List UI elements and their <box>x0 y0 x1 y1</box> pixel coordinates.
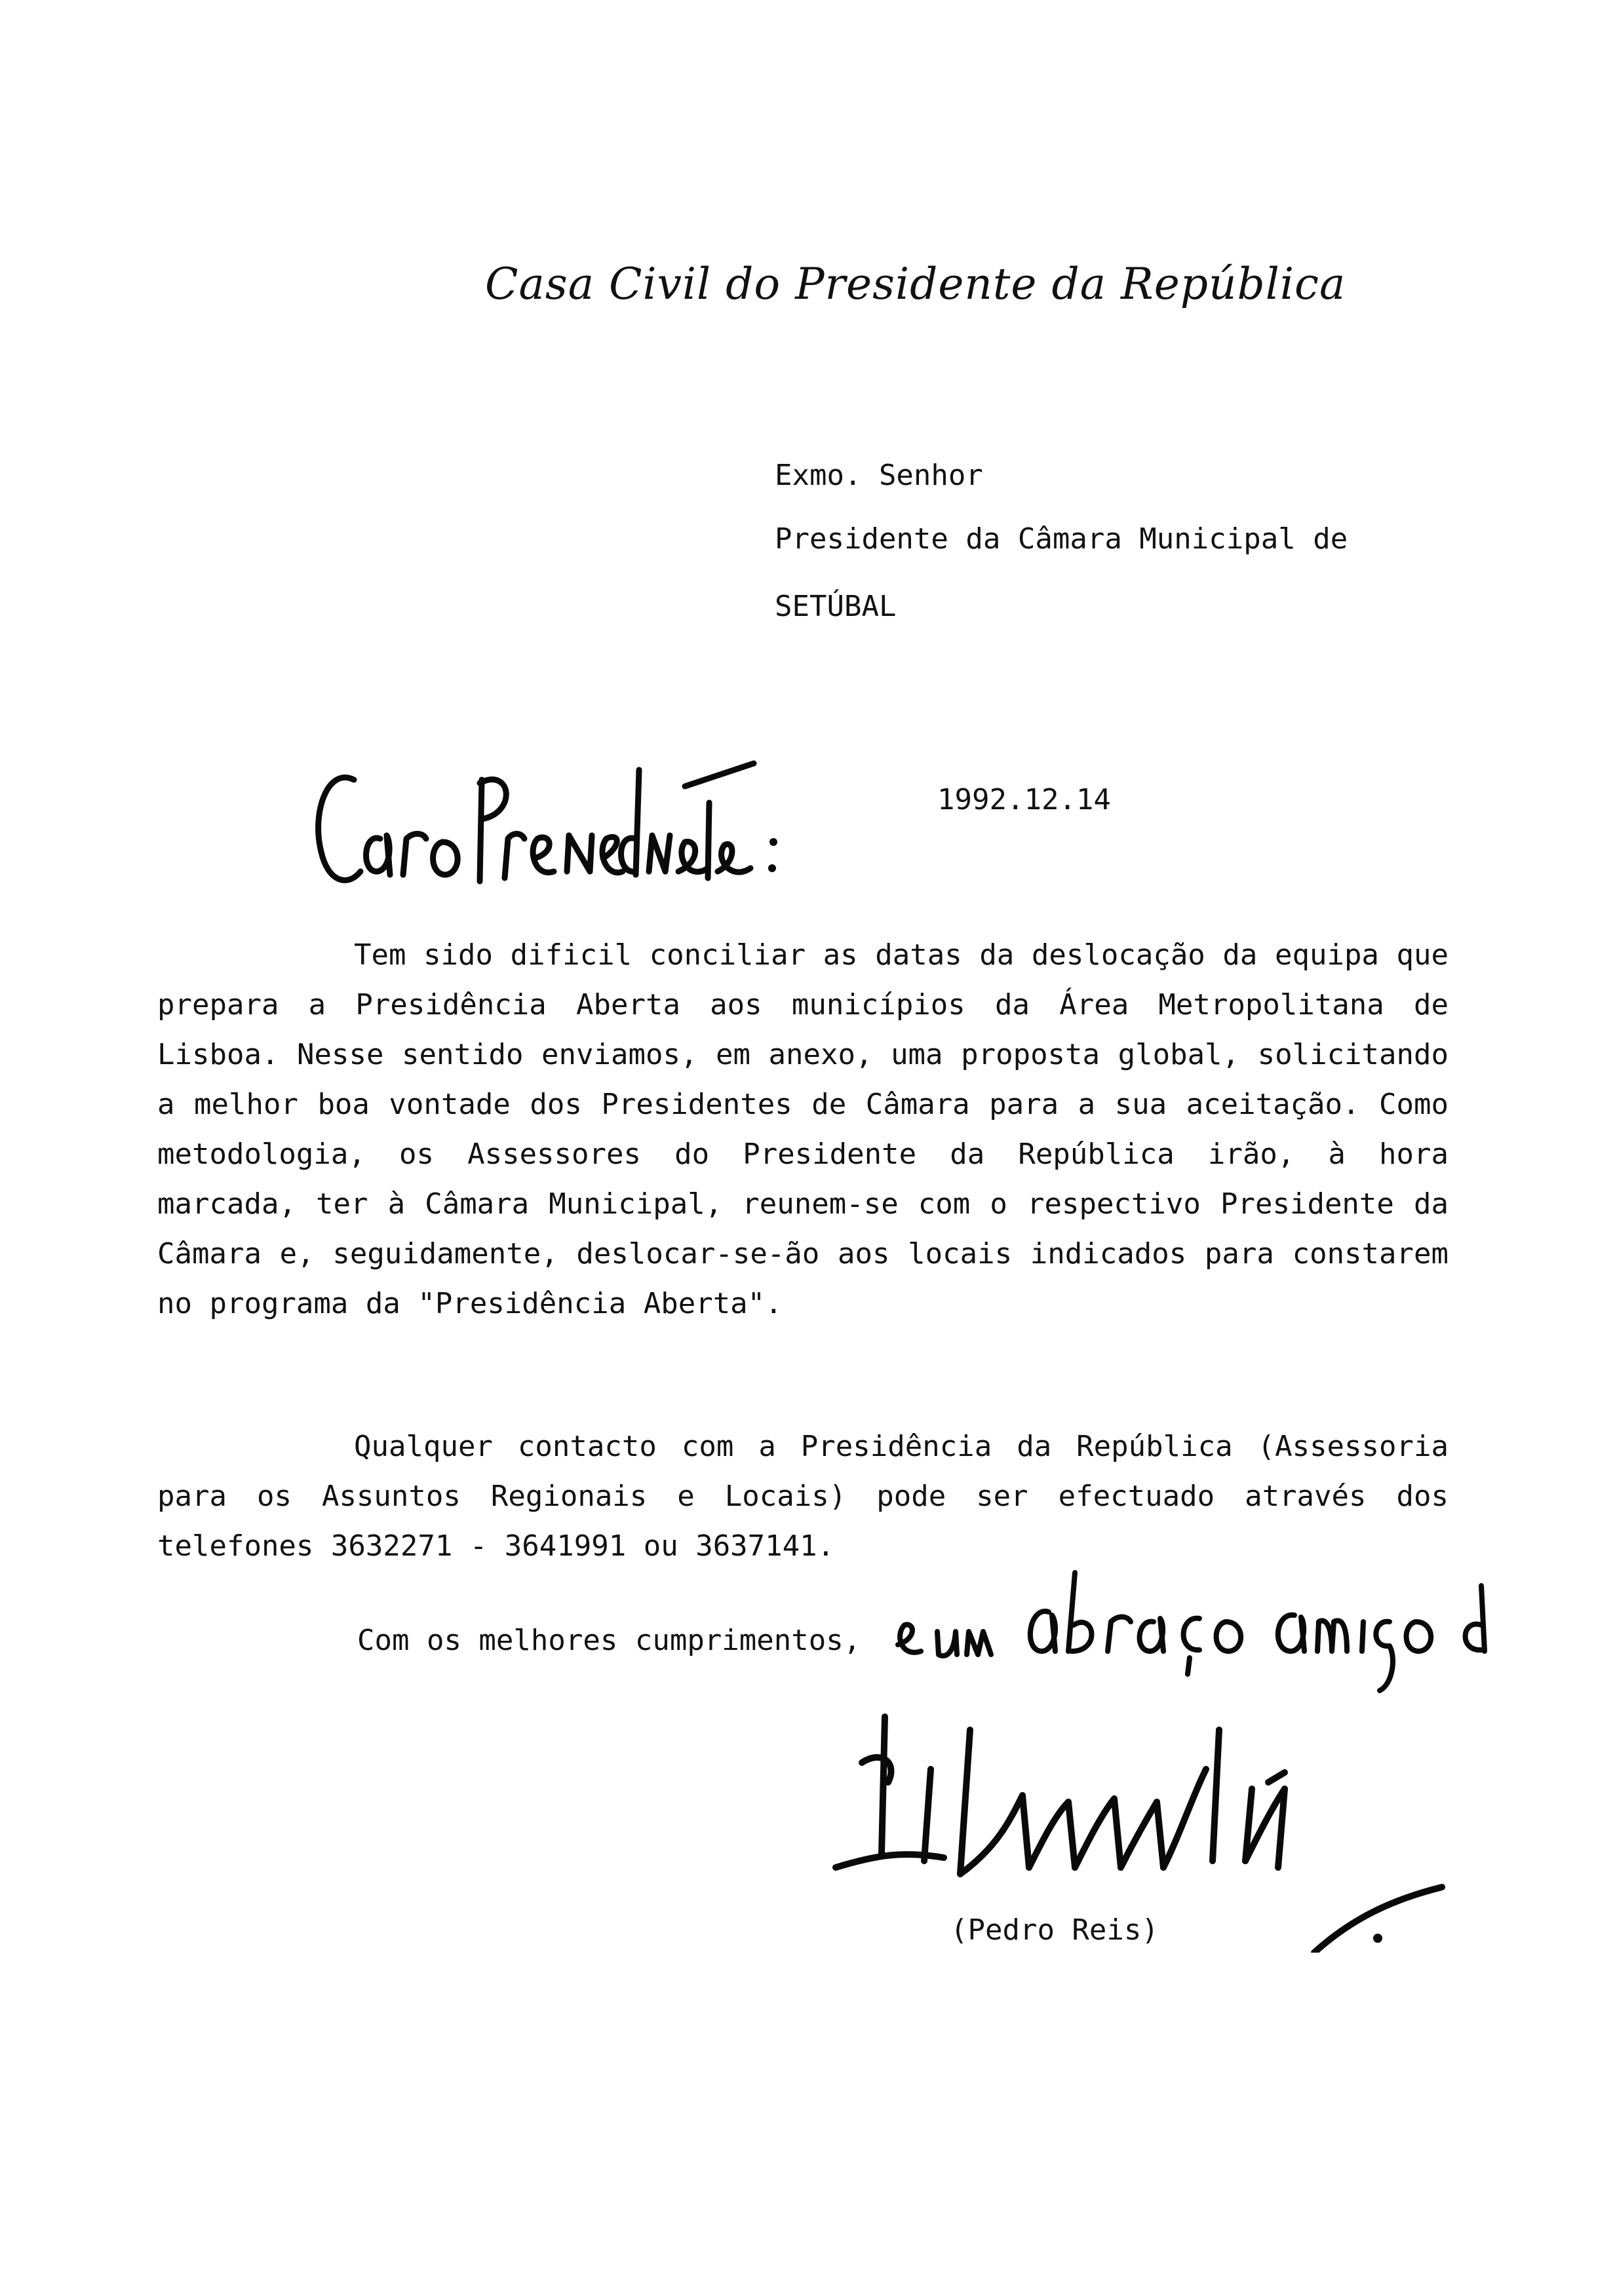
handwritten-salutation <box>308 740 806 898</box>
body-paragraph-1 <box>157 930 1449 1329</box>
handwritten-closing <box>891 1559 1521 1710</box>
recipient-city: SETÚBAL <box>775 590 897 623</box>
body-paragraph-2 <box>157 1422 1449 1571</box>
letter-date: 1992.12.14 <box>937 783 1111 816</box>
paragraph-text: Qualquer contacto com a Presidência da República (Assessoria para os Assuntos Regionais e Locais) pode ser efectuado através dos telefones 3632271 - 3641991 ou 3637141. <box>157 1430 1449 1563</box>
closing-typed: Com os melhores cumprimentos, <box>357 1624 861 1657</box>
recipient-title: Presidente da Câmara Municipal de <box>775 522 1348 556</box>
signer-name: (Pedro Reis) <box>950 1913 1159 1947</box>
letterhead-title: Casa Civil do Presidente da República <box>485 259 1346 309</box>
recipient-salutation: Exmo. Senhor <box>775 459 983 492</box>
paragraph-text: Tem sido dificil conciliar as datas da deslocação da equipa que prepara a Presidência Aberta aos municípios da Área Metropolitana de Lisboa. Nesse sentido enviamos, em anexo, uma proposta global, solicitando a melhor boa vontade dos Presidentes de Câmara para a sua aceitação. Como metodologia, os Assessores do Presidente da República irão, à hora marcada, ter à Câmara Municipal, reunem-se com o respectivo Presidente da Câmara e, seguidamente, deslocar-se-ão aos locais indicados para constarem no programa da "Presidência Aberta". <box>157 938 1449 1320</box>
